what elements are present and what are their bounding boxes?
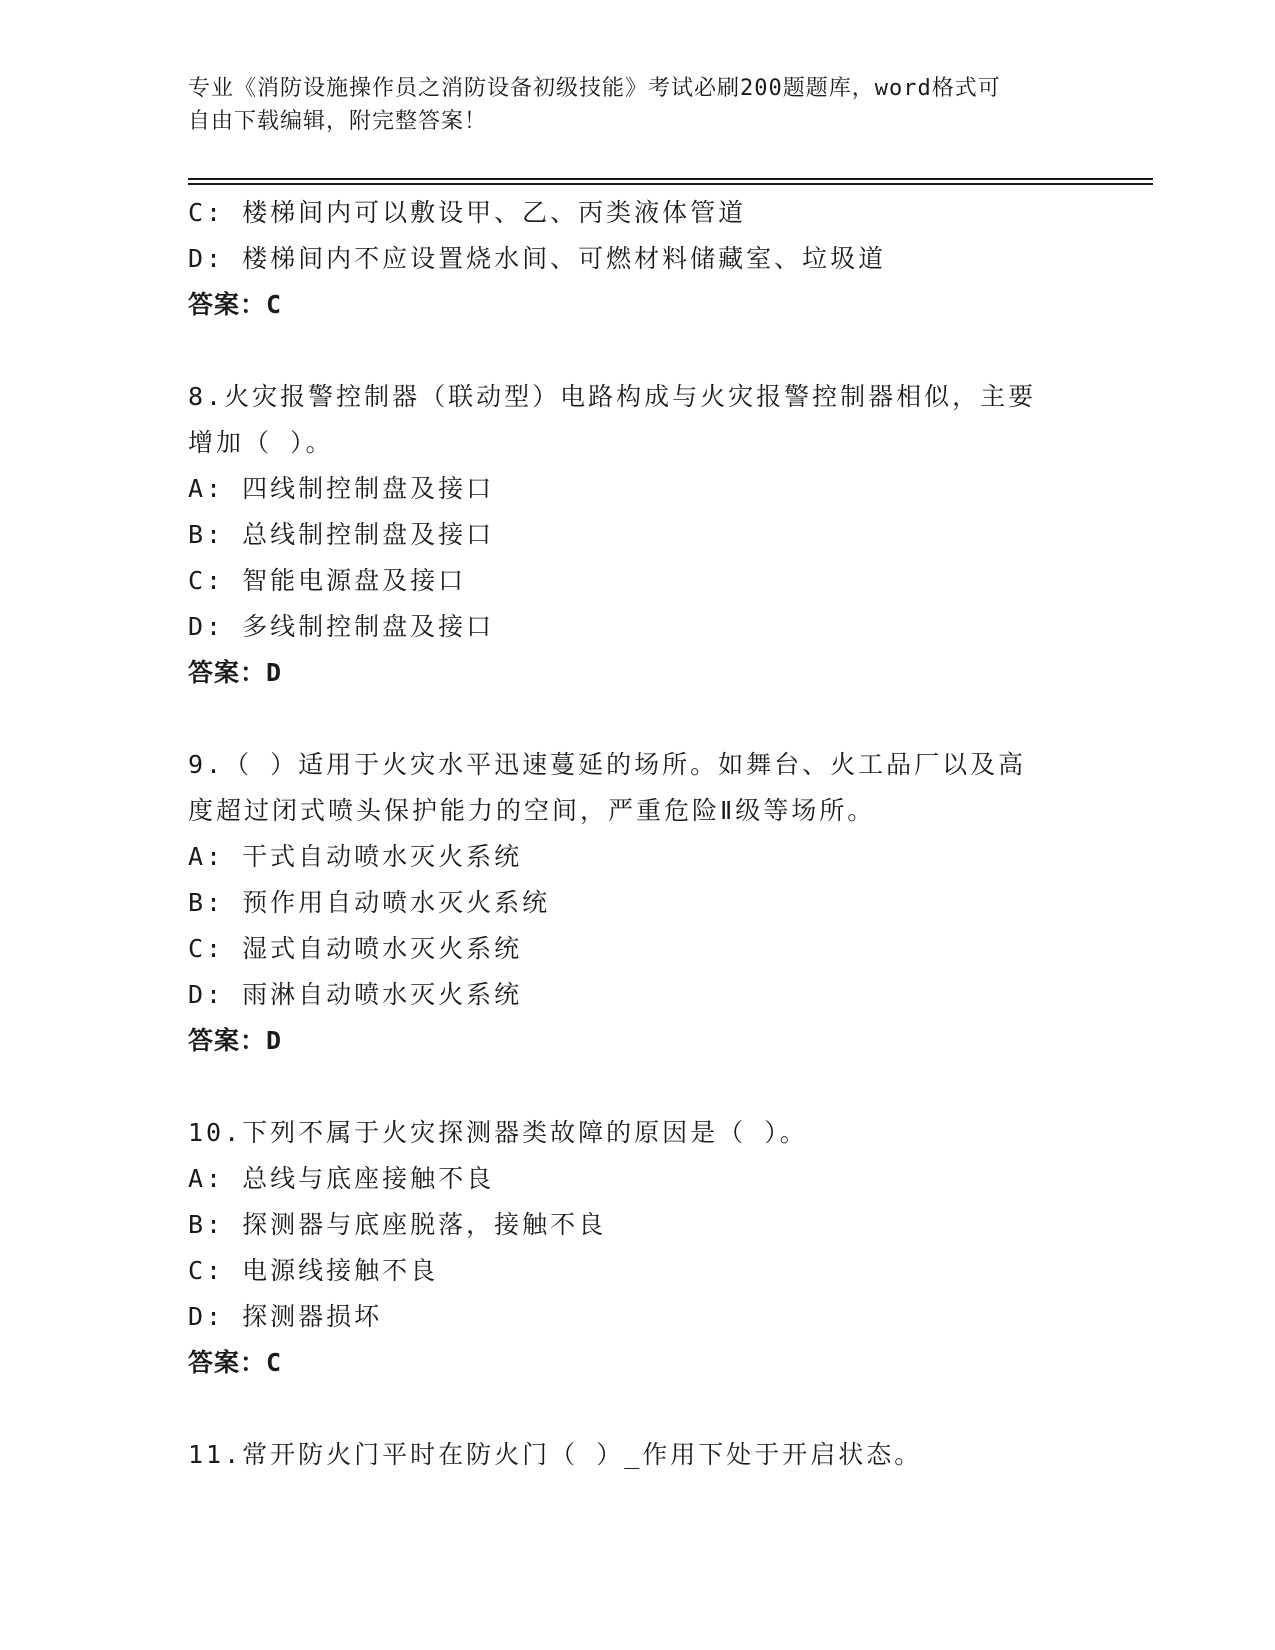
answer: 答案：C bbox=[188, 290, 283, 319]
option-a: A: 干式自动喷水灭火系统 bbox=[188, 842, 523, 871]
spacer bbox=[188, 1064, 1068, 1110]
question-stem: 10.下列不属于火灾探测器类故障的原因是（ ）。 bbox=[188, 1118, 808, 1147]
question-stem: 9.（ ）适用于火灾水平迅速蔓延的场所。如舞台、火工品厂以及高 bbox=[188, 750, 1027, 779]
header-divider-bottom bbox=[188, 183, 1153, 185]
answer: 答案：C bbox=[188, 1348, 283, 1377]
option-c: C: 楼梯间内可以敷设甲、乙、丙类液体管道 bbox=[188, 198, 747, 227]
question-8 bbox=[188, 374, 1068, 696]
document-header bbox=[188, 72, 1068, 138]
option-b: B: 预作用自动喷水灭火系统 bbox=[188, 888, 551, 917]
option-a: A: 总线与底座接触不良 bbox=[188, 1164, 495, 1193]
option-d: D: 多线制控制盘及接口 bbox=[188, 612, 495, 641]
option-c: C: 电源线接触不良 bbox=[188, 1256, 439, 1285]
question-11 bbox=[188, 1432, 1068, 1478]
question-stem: 11.常开防火门平时在防火门（ ）_作用下处于开启状态。 bbox=[188, 1440, 923, 1469]
question-stem: 8.火灾报警控制器（联动型）电路构成与火灾报警控制器相似，主要 bbox=[188, 382, 1037, 411]
option-d: D: 探测器损坏 bbox=[188, 1302, 383, 1331]
option-b: B: 探测器与底座脱落，接触不良 bbox=[188, 1210, 607, 1239]
option-b: B: 总线制控制盘及接口 bbox=[188, 520, 495, 549]
header-divider-top bbox=[188, 178, 1153, 180]
question-stem-cont: 增加（ ）。 bbox=[188, 428, 334, 457]
spacer bbox=[188, 696, 1068, 742]
spacer bbox=[188, 328, 1068, 374]
question-stem-cont: 度超过闭式喷头保护能力的空间，严重危险Ⅱ级等场所。 bbox=[188, 796, 876, 825]
answer: 答案：D bbox=[188, 1026, 283, 1055]
question-9 bbox=[188, 742, 1068, 1064]
header-line-2: 自由下载编辑，附完整答案！ bbox=[188, 109, 488, 134]
option-c: C: 智能电源盘及接口 bbox=[188, 566, 467, 595]
spacer bbox=[188, 1386, 1068, 1432]
option-c: C: 湿式自动喷水灭火系统 bbox=[188, 934, 523, 963]
option-d: D: 雨淋自动喷水灭火系统 bbox=[188, 980, 523, 1009]
question-7-tail bbox=[188, 190, 1068, 328]
answer: 答案：D bbox=[188, 658, 283, 687]
question-list bbox=[188, 190, 1068, 1478]
question-10 bbox=[188, 1110, 1068, 1386]
option-a: A: 四线制控制盘及接口 bbox=[188, 474, 495, 503]
option-d: D: 楼梯间内不应设置烧水间、可燃材料储藏室、垃圾道 bbox=[188, 244, 887, 273]
header-line-1: 专业《消防设施操作员之消防设备初级技能》考试必刷200题题库，word格式可 bbox=[188, 76, 1001, 101]
